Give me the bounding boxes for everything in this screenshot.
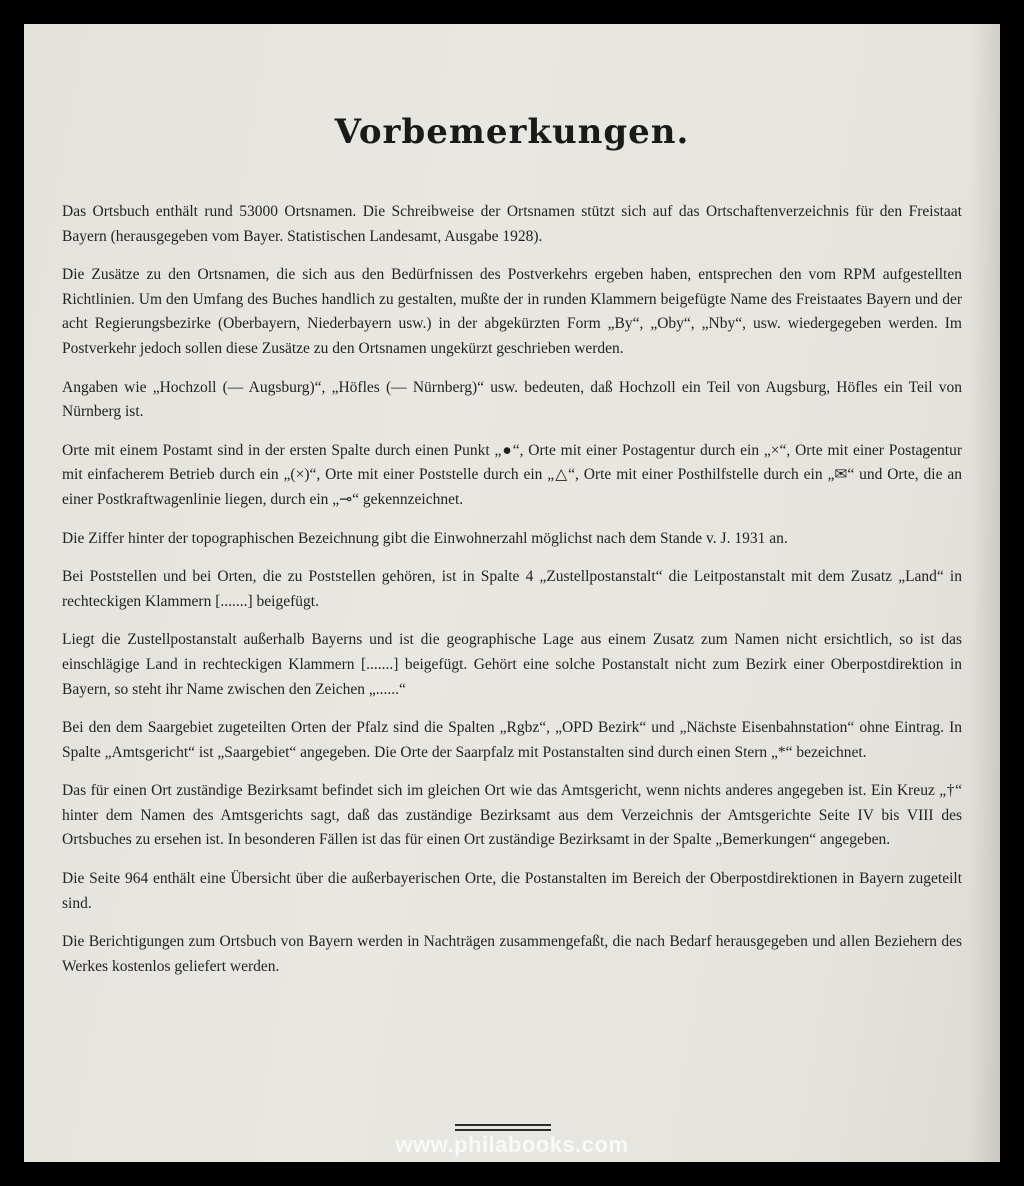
book-page (24, 24, 1000, 1162)
paragraph-corrections: Die Berichtigungen zum Ortsbuch von Bayern werden in Nachträgen zusammengefaßt, die nach Bedarf herausgegeben und allen Beziehern des Werkes kostenlos geliefert werden. (62, 933, 962, 975)
paragraph-abbreviations: Die Zusätze zu den Ortsnamen, die sich aus den Bedürfnissen des Postverkehrs ergeben haben, entsprechen den vom RPM aufgestellten Richtlinien. Um den Umfang des Buches handlich zu gestalten, mußte der in runden Klammern beigefügte Name des Freistaates Bayern und der acht Regierungsbezirke (Oberbayern, Niederbayern usw.) in der abgekürzten Form „By“, „Oby“, „Nby“, usw. wiedergegeben werden. Im Postverkehr jedoch sollen diese Zusätze zu den Ortsnamen ungekürzt geschrieben werden. (62, 266, 962, 357)
paragraph-place-parts: Angaben wie „Hochzoll (— Augsburg)“, „Höfles (— Nürnberg)“ usw. bedeuten, daß Hochzoll ein Teil von Augsburg, Höfles ein Teil von Nürnberg ist. (62, 378, 962, 421)
watermark: www.philabooks.com (395, 1132, 629, 1157)
page-title: Vorbemerkungen. (334, 112, 690, 152)
paragraph-postal-symbols: Orte mit einem Postamt sind in der ersten Spalte durch einen Punkt „●“, Orte mit einer Postagentur durch ein „×“, Orte mit einer Postagentur mit einfacherem Betrieb durch ein „(×)“, Orte mit einer Poststelle durch ein „△“, Orte mit einer Posthilfstelle durch ein „✉“ und Orte, die an einer Postkraftwagenlinie liegen, durch ein „⊸“ gekennzeichnet. (62, 441, 962, 508)
paragraph-place-count: Das Ortsbuch enthält rund 53000 Ortsnamen. Die Schreibweise der Ortsnamen stützt sich auf das Ortschaftenverzeichnis für den Freistaat Bayern (herausgegeben vom Bayer. Statistischen Landesamt, Ausgabe 1928). (62, 203, 962, 245)
paragraph-district-office: Das für einen Ort zuständige Bezirksamt befindet sich im gleichen Ort wie das Amtsgericht, wenn nichts anderes angegeben ist. Ein Kreuz „†“ hinter dem Namen des Amtsgerichts sagt, daß das zuständige Bezirksamt aus dem Verzeichnis der Amtsgerichte Seite IV bis VIII des Ortsbuches zu ersehen ist. In besonderen Fällen ist das für einen Ort zuständige Bezirksamt in der Spalte „Bemerkungen“ angegeben. (62, 782, 962, 849)
page-edge-shadow (970, 24, 1000, 1162)
paragraph-outside-bavaria: Liegt die Zustellpostanstalt außerhalb Bayerns und ist die geographische Lage aus einem Zusatz zum Namen nicht ersichtlich, so ist das einschlägige Land in rechteckigen Klammern [.......] beigefügt. Gehört eine solche Postanstalt nicht zum Bezirk einer Oberpostdirektion in Bayern, so steht ihr Name zwischen den Zeichen „......“ (62, 631, 962, 698)
paragraph-population: Die Ziffer hinter der topographischen Bezeichnung gibt die Einwohnerzahl möglichst nach dem Stande v. J. 1931 an. (62, 529, 788, 547)
closing-rule (455, 1124, 551, 1132)
paragraph-saar-region: Bei den dem Saargebiet zugeteilten Orten der Pfalz sind die Spalten „Rgbz“, „OPD Bezirk“ und „Nächste Eisenbahnstation“ ohne Eintrag. In Spalte „Amtsgericht“ ist „Saargebiet“ angegeben. Die Orte der Saarpfalz mit Postanstalten sind durch einen Stern „*“ bezeichnet. (62, 719, 962, 761)
rule-line (455, 1129, 551, 1131)
rule-line (455, 1124, 551, 1126)
paragraph-page-964: Die Seite 964 enthält eine Übersicht über die außerbayerischen Orte, die Postanstalten im Bereich der Oberpostdirektionen in Bayern zugeteilt sind. (62, 870, 962, 912)
paragraph-delivery-office: Bei Poststellen und bei Orten, die zu Poststellen gehören, ist in Spalte 4 „Zustellpostanstalt“ die Leitpostanstalt mit dem Zusatz „Land“ in rechteckigen Klammern [.......] beigefügt. (62, 568, 962, 610)
preface-text (62, 200, 962, 993)
